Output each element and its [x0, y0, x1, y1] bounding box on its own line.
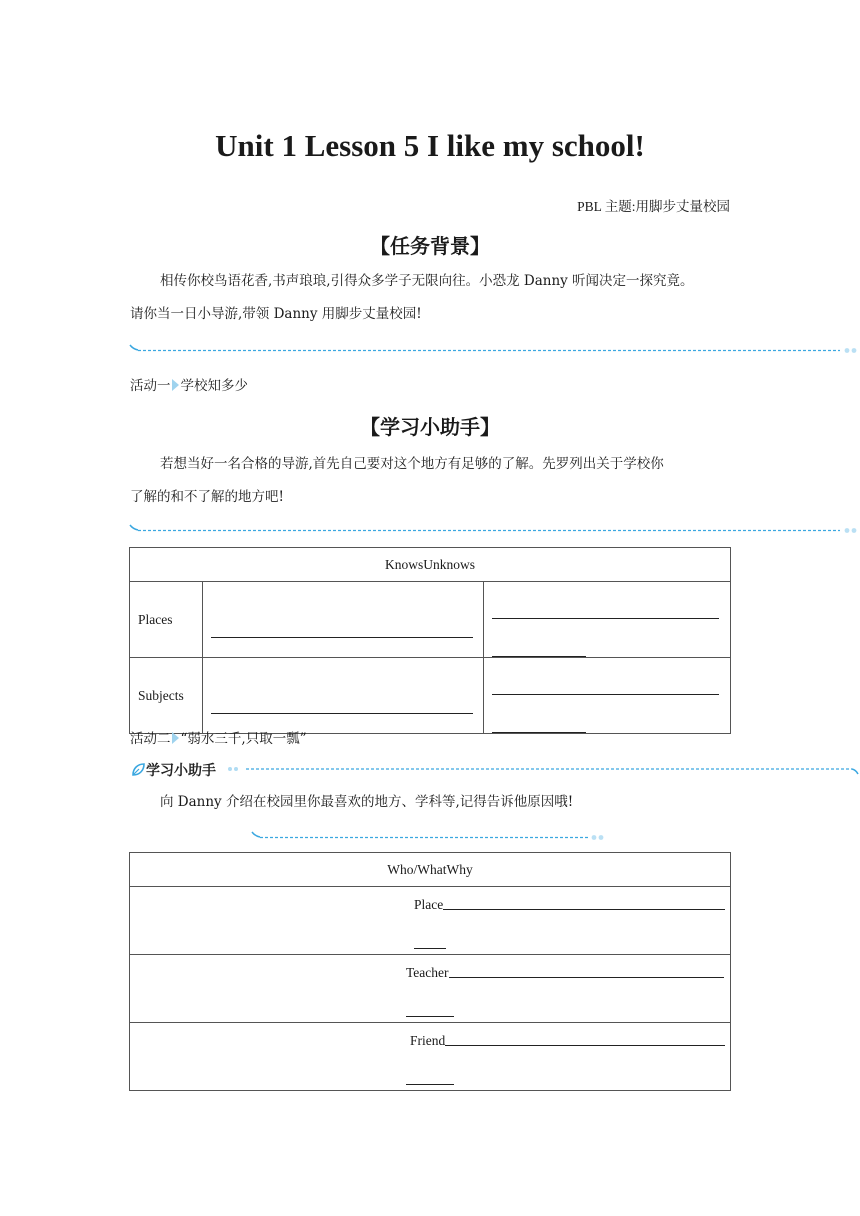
helper-line-2: 了解的和不了解的地方吧!: [130, 489, 284, 505]
section-heading-background: 【任务背景】: [370, 234, 490, 258]
table-header: KnowsUnknows: [130, 548, 731, 582]
pbl-theme: PBL 主题:用脚步丈量校园: [577, 199, 730, 214]
section-heading-helper: 【学习小助手】: [360, 415, 500, 439]
table-row: [130, 658, 731, 734]
helper-text: 向 Danny 介绍在校园里你最喜欢的地方、学科等,记得告诉他原因哦!: [160, 794, 574, 810]
arrow-icon: [172, 732, 179, 744]
row-label: Place: [414, 897, 444, 912]
activity-1: [130, 374, 248, 394]
dashed-divider: [250, 830, 610, 844]
background-paragraph: [130, 265, 740, 331]
helper-text-paragraph: [130, 786, 740, 819]
helper-paragraph: [130, 448, 740, 514]
dashed-divider: [226, 762, 860, 776]
activity-1-prefix: 活动一: [130, 378, 171, 394]
table-row[interactable]: [130, 955, 731, 1023]
table-row: [130, 582, 731, 658]
leaf-icon: [130, 762, 146, 778]
table-row[interactable]: [130, 1023, 731, 1091]
activity-2: [130, 727, 307, 747]
arrow-icon: [172, 379, 179, 391]
dashed-divider: [128, 523, 860, 537]
row-label: Places: [130, 582, 203, 658]
helper-badge-label: 学习小助手: [146, 763, 216, 779]
activity-2-prefix: 活动二: [130, 731, 171, 747]
background-line-2: 请你当一日小导游,带领 Danny 用脚步丈量校园!: [130, 306, 422, 322]
knows-answer-cell[interactable]: [203, 582, 484, 658]
unknows-answer-cell[interactable]: [484, 582, 731, 658]
activity-2-label: “弱水三千,只取一瓢”: [180, 731, 307, 747]
table-header: Who/WhatWhy: [130, 853, 731, 887]
knows-unknows-table: [129, 547, 731, 734]
row-label: Teacher: [406, 965, 449, 980]
knows-answer-cell[interactable]: [203, 658, 484, 734]
table-row[interactable]: [130, 887, 731, 955]
activity-1-label: 学校知多少: [180, 378, 248, 394]
row-label: Subjects: [130, 658, 203, 734]
background-line-1: 相传你校鸟语花香,书声琅琅,引得众多学子无限向往。小恐龙 Danny 听闻决定一探究竟。: [160, 273, 694, 289]
unknows-answer-cell[interactable]: [484, 658, 731, 734]
helper-line-1: 若想当好一名合格的导游,首先自己要对这个地方有足够的了解。先罗列出关于学校你: [160, 456, 664, 472]
helper-badge: [130, 760, 216, 778]
row-label: Friend: [410, 1033, 446, 1048]
page-title: Unit 1 Lesson 5 I like my school!: [215, 128, 645, 163]
dashed-divider: [128, 343, 860, 357]
who-what-why-table: [129, 852, 731, 1091]
